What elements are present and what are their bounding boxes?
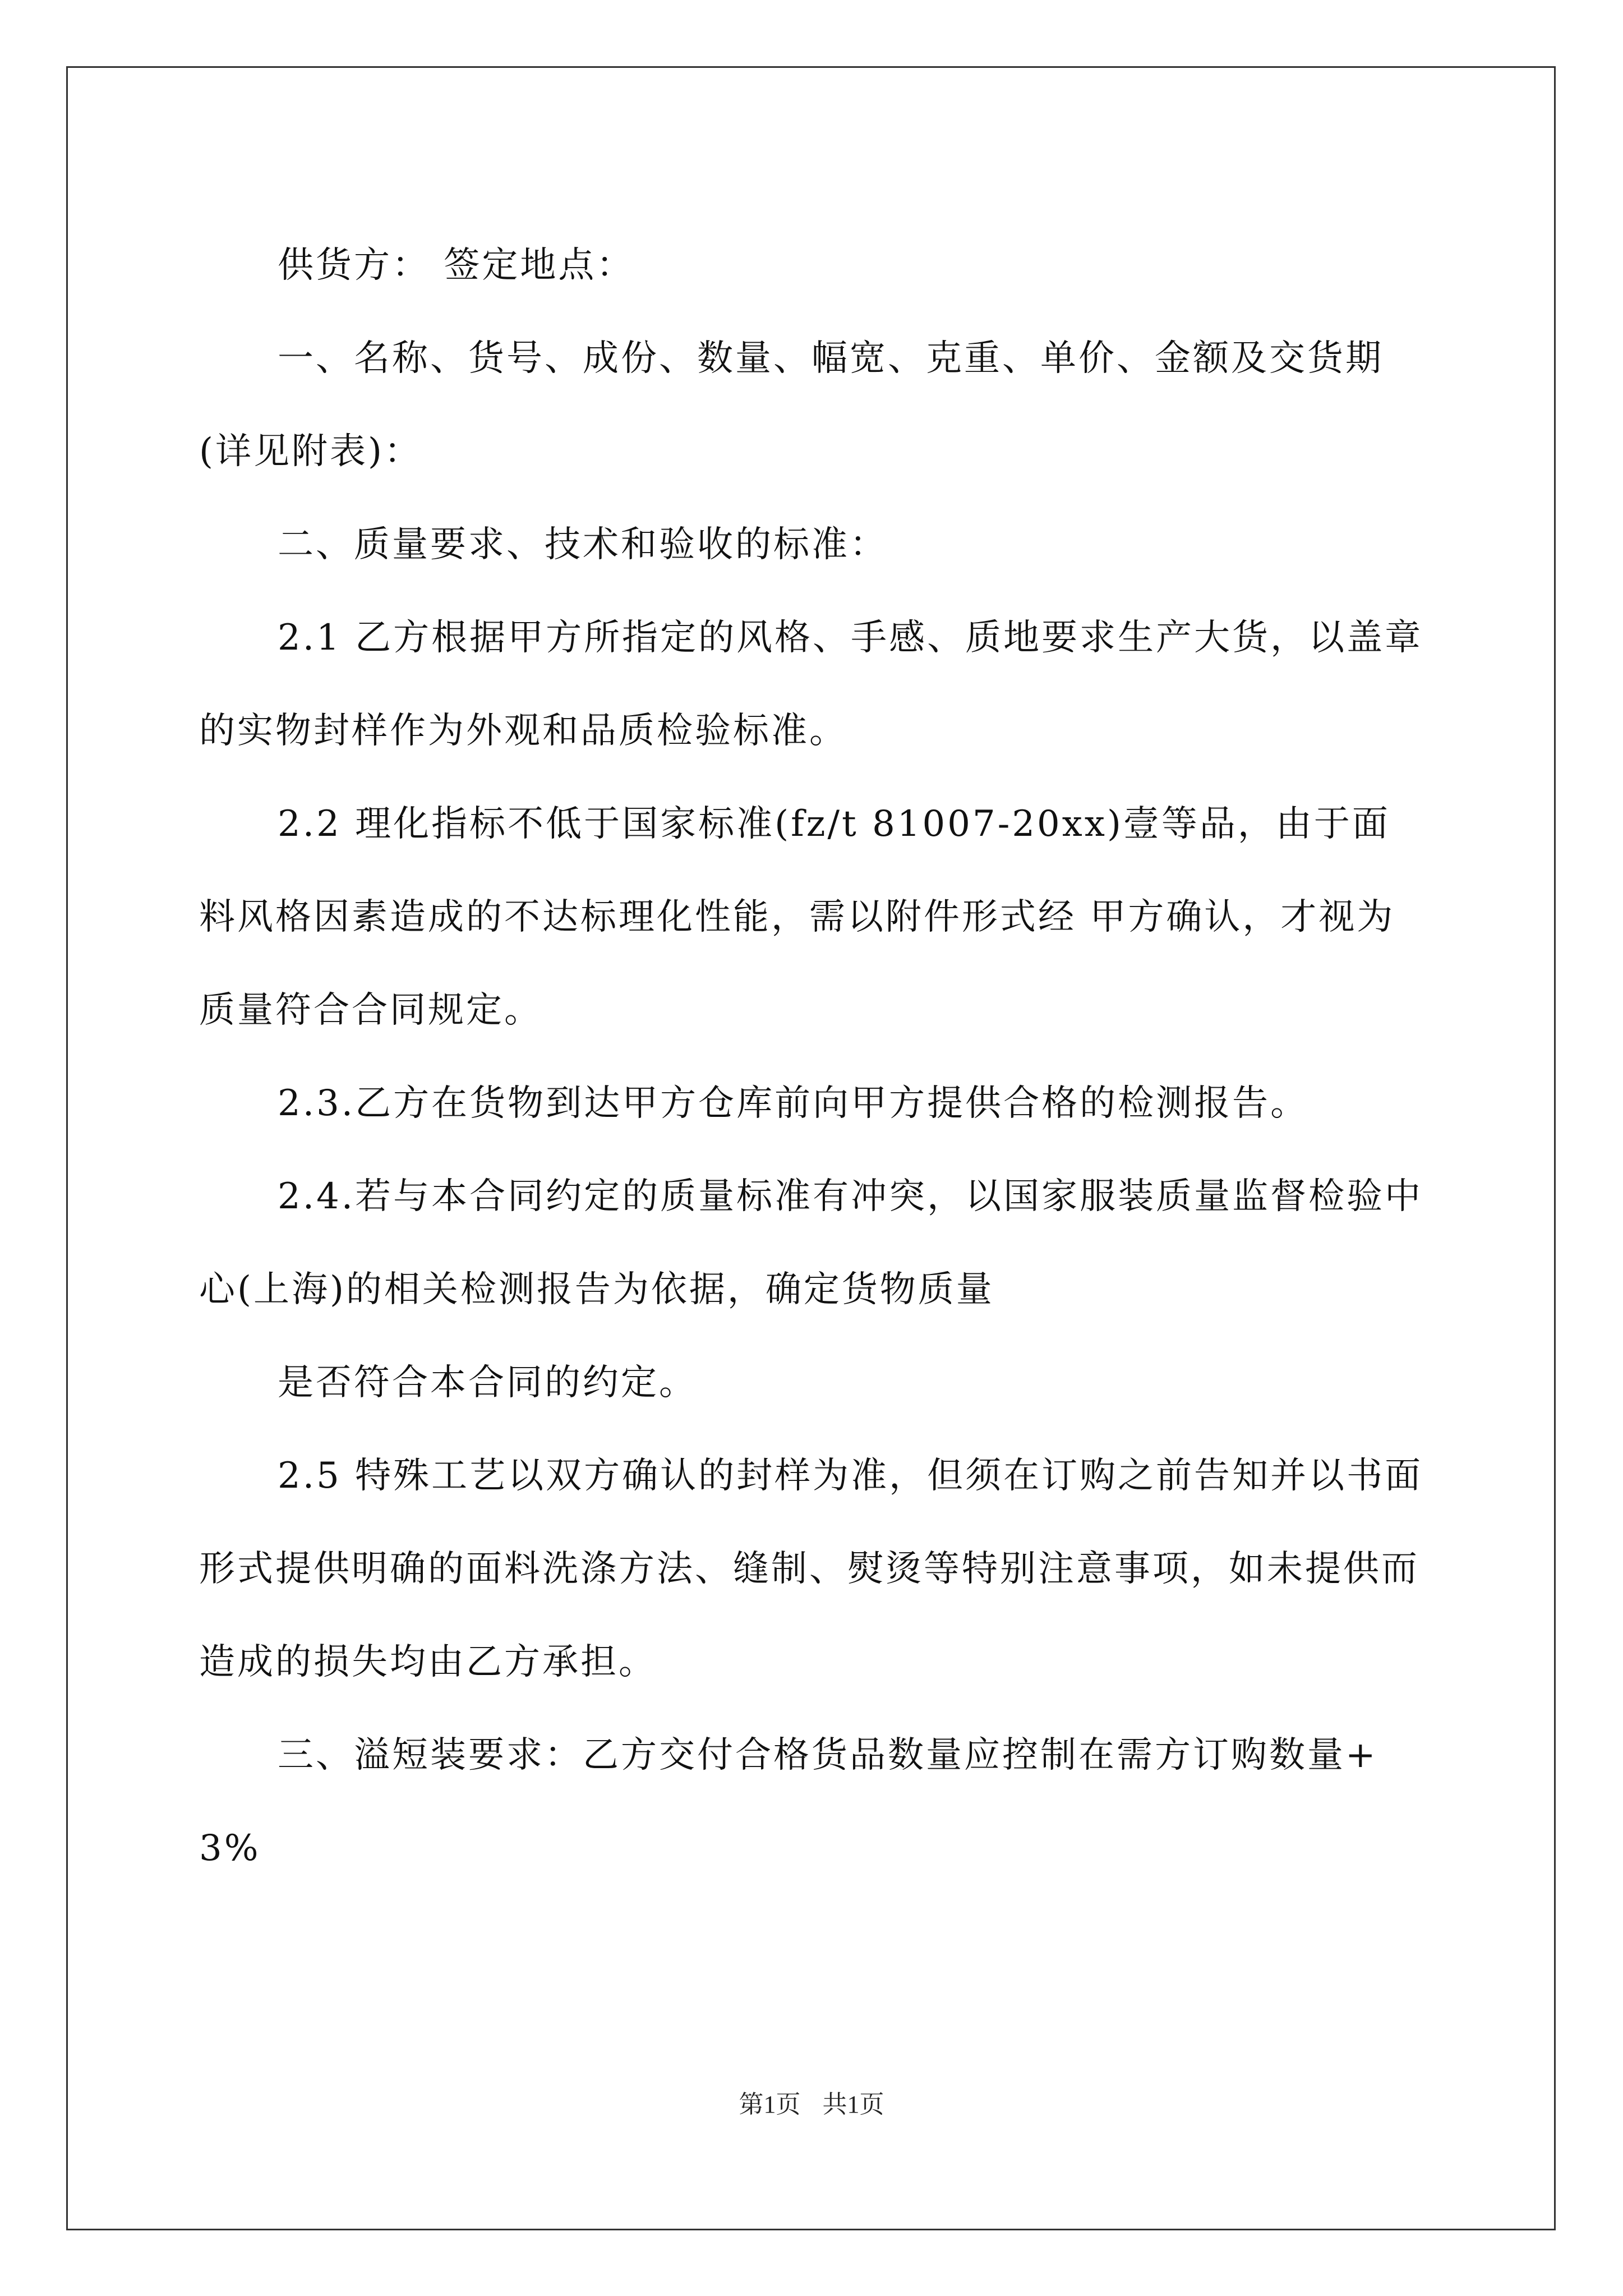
paragraph-2-4: 2.4.若与本合同约定的质量标准有冲突，以国家服装质量监督检验中心(上海)的相关检测报告为依据，确定货物质量 (199, 1176, 1423, 1310)
page-number-total: 共1页 (822, 2091, 884, 2118)
paragraph-supplier: 供货方： 签定地点： (278, 245, 635, 286)
paragraph-2-5: 2.5 特殊工艺以双方确认的封样为准，但须在订购之前告知并以书面形式提供明确的面料洗涤方法、缝制、熨烫等特别注意事项，如未提供而造成的损失均由乙方承担。 (199, 1455, 1423, 1683)
page-footer (0, 2084, 1623, 2120)
paragraph-2-3: 2.3.乙方在货物到达甲方仓库前向甲方提供合格的检测报告。 (278, 1083, 1309, 1124)
paragraph-section-3: 三、溢短装要求：乙方交付合格货品数量应控制在需方订购数量+3% (199, 1734, 1378, 1869)
document-body (199, 219, 1427, 1895)
paragraph-2-2: 2.2 理化指标不低于国家标准(fz/t 81007-20xx)壹等品，由于面料风格因素造成的不达标理化性能，需以附件形式经 甲方确认，才视为质量符合合同规定。 (199, 803, 1395, 1031)
paragraph-2-4-cont: 是否符合本合同的约定。 (278, 1362, 697, 1404)
page-number-current: 第1页 (739, 2091, 801, 2118)
paragraph-2-1: 2.1 乙方根据甲方所指定的风格、手感、质地要求生产大货，以盖章的实物封样作为外观和品质检验标准。 (199, 617, 1423, 752)
paragraph-section-2: 二、质量要求、技术和验收的标准： (278, 524, 888, 565)
paragraph-section-1: 一、名称、货号、成份、数量、幅宽、克重、单价、金额及交货期(详见附表)： (199, 338, 1384, 472)
